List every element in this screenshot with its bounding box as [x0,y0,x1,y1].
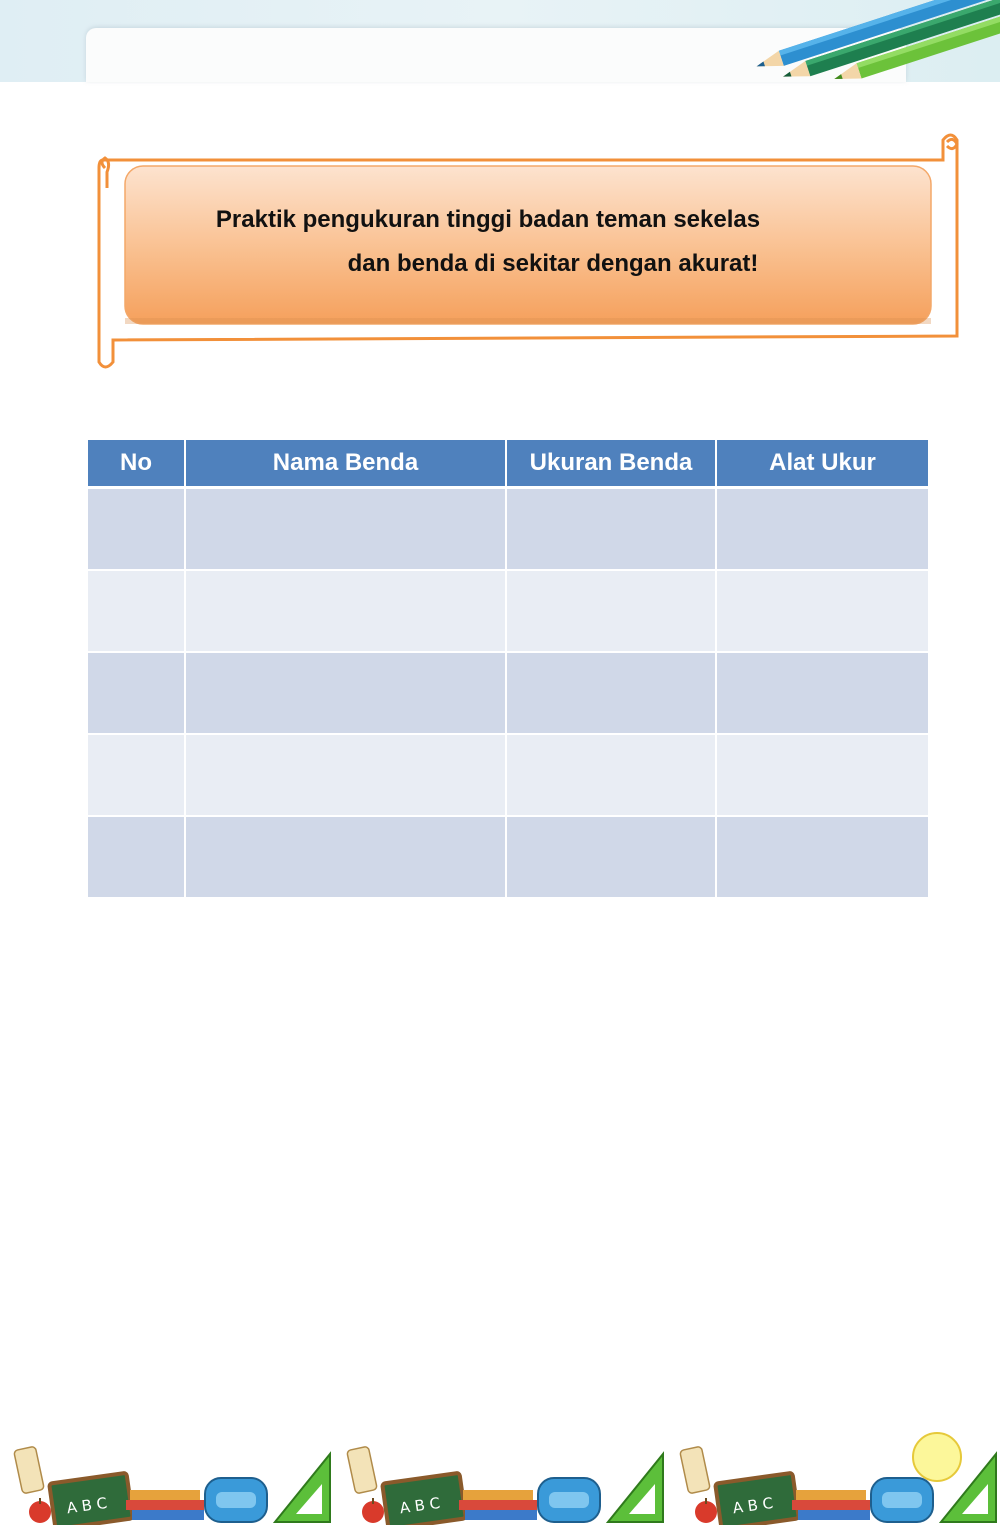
cell-nama-benda[interactable] [186,653,507,735]
header-ukuran-benda: Ukuran Benda [507,440,717,489]
header-nama-benda: Nama Benda [186,440,507,489]
cell-alat-ukur[interactable] [717,653,928,735]
cell-no[interactable] [88,735,186,817]
cell-alat-ukur[interactable] [717,735,928,817]
cell-nama-benda[interactable] [186,735,507,817]
cell-nama-benda[interactable] [186,571,507,653]
cell-no[interactable] [88,653,186,735]
cell-no[interactable] [88,817,186,899]
cell-ukuran-benda[interactable] [507,653,717,735]
table-row [88,489,928,571]
page-number-circle-icon [912,1432,962,1482]
instruction-text [128,198,988,286]
cell-alat-ukur[interactable] [717,571,928,653]
school-supplies-border-icon [0,1440,1000,1525]
cell-ukuran-benda[interactable] [507,571,717,653]
header-alat-ukur: Alat Ukur [717,440,928,489]
header-no: No [88,440,186,489]
table-row [88,653,928,735]
table-row [88,735,928,817]
pencils-icon [740,0,1000,82]
cell-ukuran-benda[interactable] [507,817,717,899]
cell-nama-benda[interactable] [186,489,507,571]
cell-alat-ukur[interactable] [717,817,928,899]
cell-ukuran-benda[interactable] [507,735,717,817]
cell-ukuran-benda[interactable] [507,489,717,571]
instruction-line-1: Praktik pengukuran tinggi badan teman sekelas [215,206,761,233]
cell-nama-benda[interactable] [186,817,507,899]
cell-alat-ukur[interactable] [717,489,928,571]
measurement-table [88,440,928,899]
header-banner [0,0,1000,82]
cell-no[interactable] [88,571,186,653]
table-row [88,817,928,899]
instruction-line-2: dan benda di sekitar dengan akurat! [347,250,759,277]
table-header-row [88,440,928,489]
cell-no[interactable] [88,489,186,571]
table-row [88,571,928,653]
